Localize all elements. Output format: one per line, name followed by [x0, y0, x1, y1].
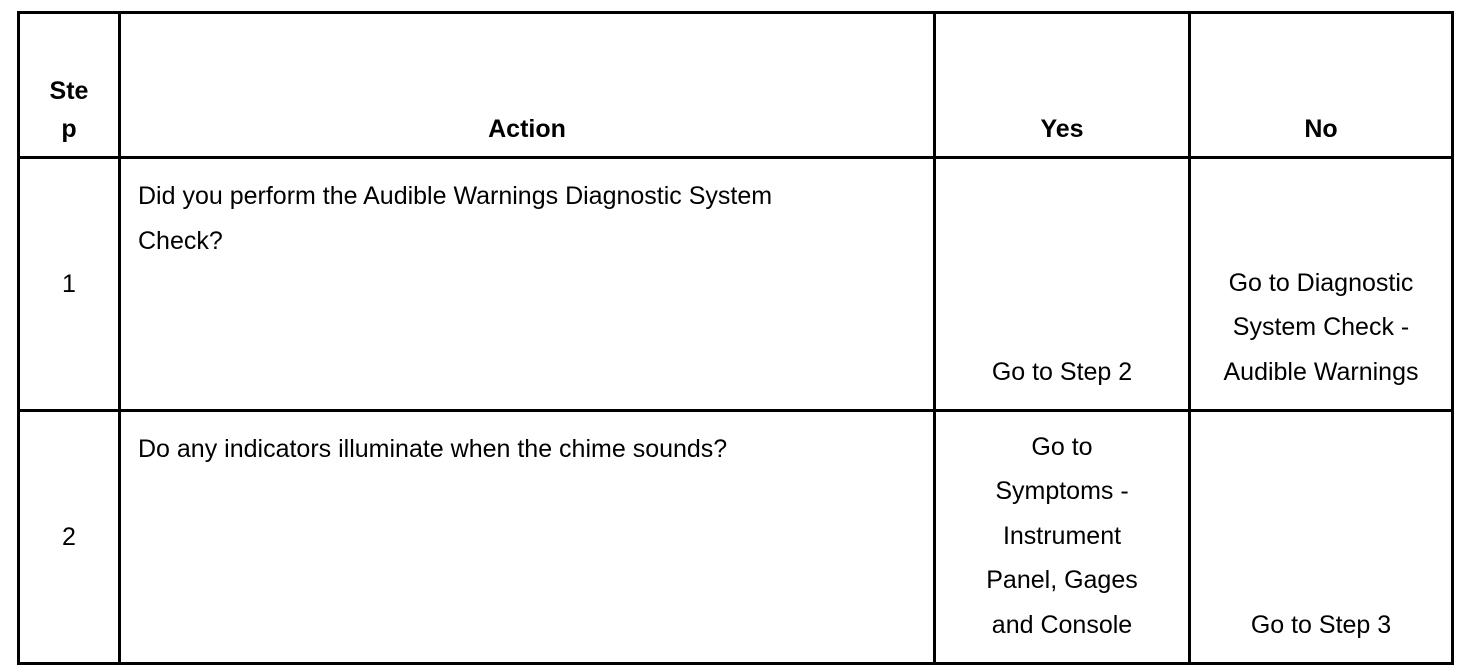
yes-text: Go to Step 2: [991, 357, 1133, 386]
header-step: [19, 13, 120, 158]
header-no: No: [1190, 13, 1453, 158]
action-text: Do any indicators illuminate when the chime sounds?: [138, 435, 728, 463]
yes-cell: [935, 411, 1190, 664]
no-cell: [1190, 411, 1453, 664]
step-cell: 2: [19, 411, 120, 664]
table-header-row: [19, 13, 1453, 158]
action-text: Did you perform the Audible Warnings Diagnostic System Check?: [138, 182, 773, 255]
header-yes: Yes: [935, 13, 1190, 158]
no-text: Go to Step 3: [1250, 610, 1392, 639]
header-step-label: Step: [49, 77, 89, 143]
action-cell: [120, 158, 935, 411]
action-cell: [120, 411, 935, 664]
no-text: Go to Diagnostic System Check - Audible Warnings: [1223, 268, 1419, 386]
diagnostic-table: [17, 11, 1454, 665]
yes-cell: [935, 158, 1190, 411]
no-cell: [1190, 158, 1453, 411]
table-row: [19, 158, 1453, 411]
step-cell: 1: [19, 158, 120, 411]
yes-text: Go to Symptoms - Instrument Panel, Gages and Console: [986, 432, 1138, 639]
table-row: [19, 411, 1453, 664]
header-action: Action: [120, 13, 935, 158]
